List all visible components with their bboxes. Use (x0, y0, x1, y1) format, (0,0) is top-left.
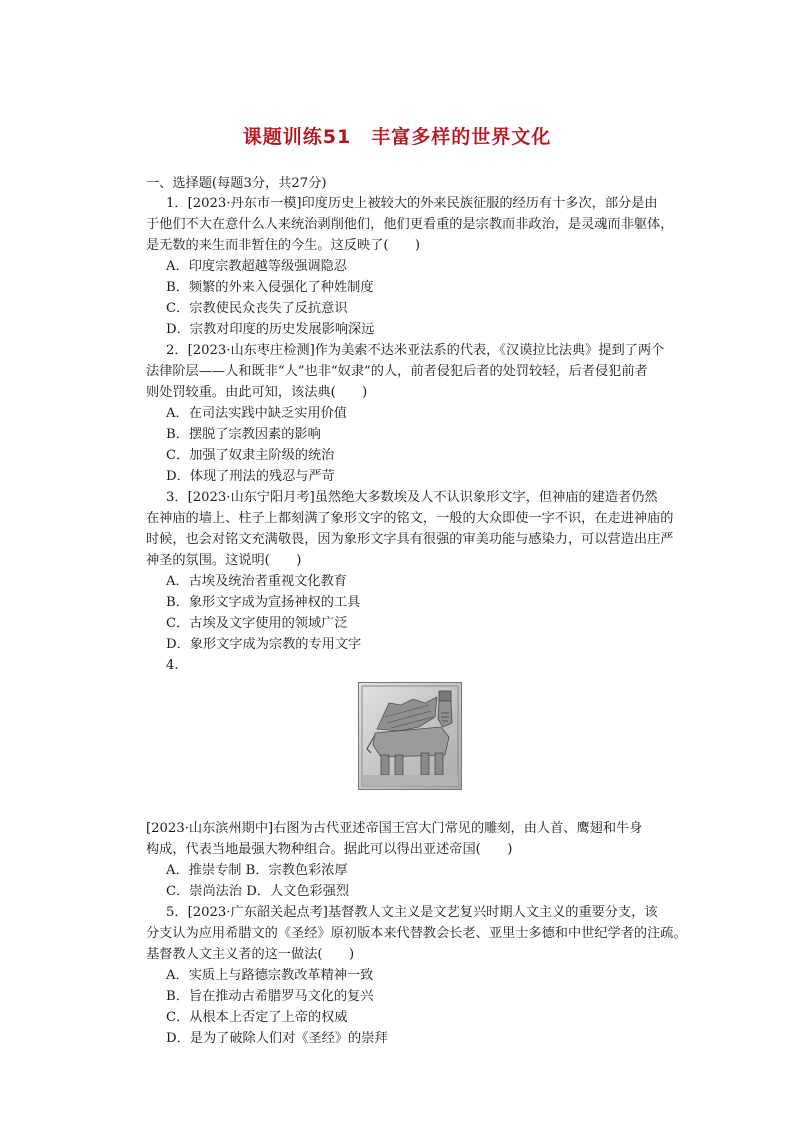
assyrian-lamassu-relief-image (358, 682, 462, 790)
q2-option-a: A．在司法实践中缺乏实用价值 (166, 406, 347, 421)
q3-line-1: 3．[2023·山东宁阳月考]虽然绝大多数埃及人不认识象形文字，但神庙的建造者仍然 (166, 490, 658, 505)
q1-line-2: 于他们不大在意什么人来统治剥削他们，他们更看重的是宗教而非政治，是灵魂而非躯体， (146, 217, 674, 232)
q4-number: 4. (166, 658, 179, 673)
q5-option-c: C．从根本上否定了上帝的权威 (166, 1010, 348, 1025)
q3-option-c: C．古埃及文字使用的领域广泛 (166, 616, 348, 631)
q2-option-d: D．体现了刑法的残忍与严苛 (166, 469, 335, 484)
q2-line-2: 法律阶层——人和既非“人”也非“奴隶”的人，前者侵犯后者的处罚较轻，后者侵犯前者 (146, 364, 648, 379)
q4-option-ab: A．推崇专制 B．宗教色彩浓厚 (166, 863, 348, 878)
q3-option-d: D．象形文字成为宗教的专用文字 (166, 637, 362, 652)
q1-option-b: B．频繁的外来入侵强化了种姓制度 (166, 280, 374, 295)
q2-line-3: 则处罚较重。由此可知，该法典( ) (146, 385, 368, 400)
q2-option-b: B．摆脱了宗教因素的影响 (166, 427, 321, 442)
q1-option-d: D．宗教对印度的历史发展影响深远 (166, 322, 375, 337)
q1-line-3: 是无数的来生而非暂住的今生。这反映了( ) (146, 238, 421, 253)
q3-line-4: 神圣的氛围。这说明( ) (146, 553, 302, 568)
page-title: 课题训练51 丰富多样的世界文化 (242, 126, 552, 148)
q5-line-3: 基督教人文主义者的这一做法( ) (146, 947, 355, 962)
q5-option-b: B．旨在推动古希腊罗马文化的复兴 (166, 989, 374, 1004)
q1-line-1: 1．[2023·丹东市一模]印度历史上被较大的外来民族征服的经历有十多次，部分是由 (166, 196, 658, 211)
q3-option-b: B．象形文字成为宣扬神权的工具 (166, 595, 361, 610)
q5-line-1: 5．[2023·广东韶关起点考]基督教人文主义是文艺复兴时期人文主义的重要分支，该 (166, 905, 658, 920)
section-heading: 一、选择题(每题3分，共27分) (146, 176, 327, 191)
q4-line-1: [2023·山东滨州期中]右图为古代亚述帝国王宫大门常见的雕刻，由人首、鹰翅和牛身 (146, 821, 643, 836)
q2-line-1: 2．[2023·山东枣庄检测]作为美索不达米亚法系的代表，《汉谟拉比法典》提到了两个 (166, 343, 665, 358)
q5-option-a: A．实质上与路德宗教改革精神一致 (166, 968, 374, 983)
q3-line-2: 在神庙的墙上、柱子上都刻满了象形文字的铭文，一般的大众即使一字不识，在走进神庙的 (146, 511, 674, 526)
q1-option-a: A．印度宗教超越等级强调隐忍 (166, 259, 347, 274)
q2-option-c: C．加强了奴隶主阶级的统治 (166, 448, 335, 463)
q3-line-3: 时候，也会对铭文充满敬畏，因为象形文字具有很强的审美功能与感染力，可以营造出庄严 (146, 532, 674, 547)
q3-option-a: A．古埃及统治者重视文化教育 (166, 574, 347, 589)
q1-option-c: C．宗教使民众丧失了反抗意识 (166, 301, 348, 316)
q5-line-2: 分支认为应用希腊文的《圣经》原初版本来代替教会长老、亚里士多德和中世纪学者的注疏。 (146, 926, 687, 941)
q5-option-d: D．是为了破除人们对《圣经》的崇拜 (166, 1031, 388, 1046)
q4-option-cd: C．崇尚法治 D．人文色彩强烈 (166, 884, 350, 899)
q4-line-2: 构成，代表当地最强大物种组合。据此可以得出亚述帝国( ) (146, 842, 513, 857)
